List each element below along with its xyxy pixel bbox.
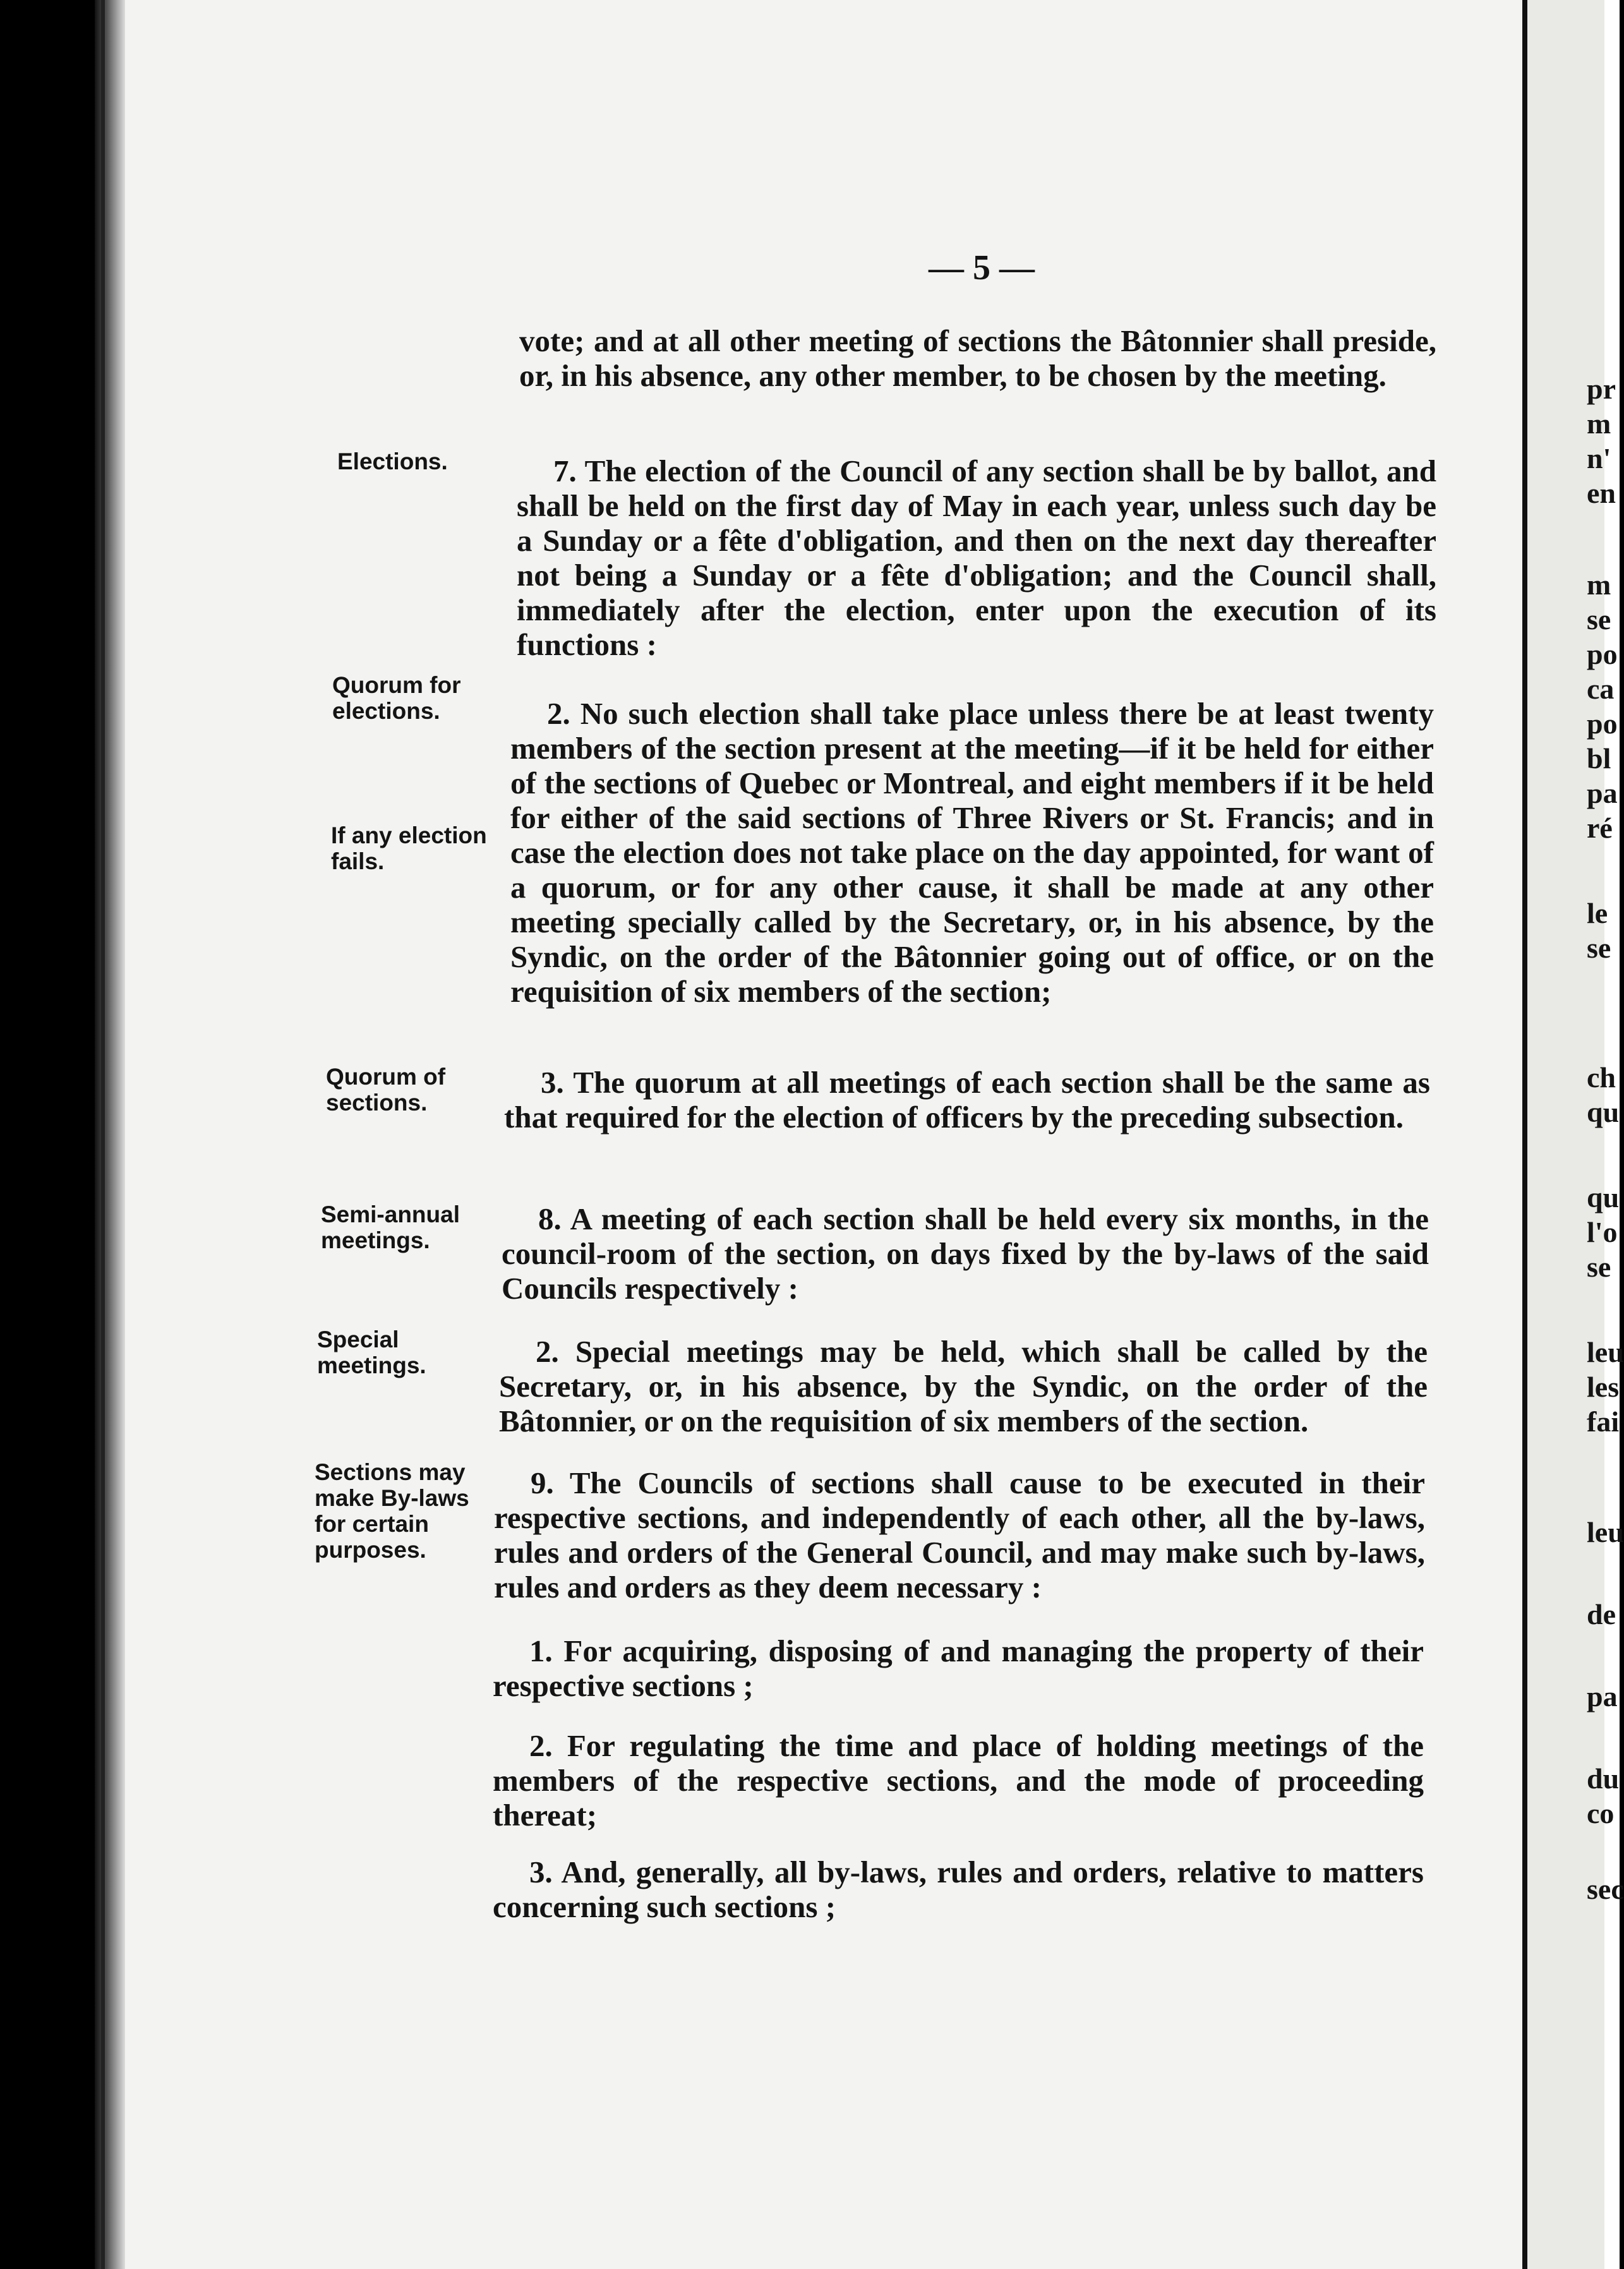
paragraph: 2. No such election shall take place unless there be at least twenty members of the section present at the meeting—if it be held for either of the sections of Quebec or Montreal, and eight members if it be held for either of the said sections of Three Rivers or St. Francis; and in case the election does not take place on the day appointed, for want of a quorum, or for any other cause, it shall be made at any other meeting specially called by the Secretary, or, in his absence, by the Syndic, on the order of the Bâtonnier going out of office, or on the requisition of six members of the section; bbox=[510, 696, 1434, 1009]
facing-page-fragment: ca bbox=[1587, 673, 1615, 705]
facing-page-fragment: leu bbox=[1587, 1336, 1624, 1368]
facing-page-fragment: m bbox=[1587, 407, 1611, 440]
facing-page-fragment: le bbox=[1587, 897, 1608, 929]
paragraph-continuation bbox=[519, 323, 1436, 393]
facing-page-fragment: qu bbox=[1587, 1181, 1620, 1213]
paragraph-section-7 bbox=[517, 454, 1436, 662]
page-number: — 5 — bbox=[929, 248, 1035, 287]
margin-note-special-meetings: Special meetings. bbox=[317, 1327, 426, 1378]
right-page-border bbox=[1522, 0, 1527, 2269]
paragraph-section-8 bbox=[502, 1201, 1429, 1306]
paragraph: 9. The Councils of sections shall cause to be executed in their respective sections, and independently of each other, all the by-laws, rules and orders of the General Council, and may make such by-laws, rules and orders as they deem necessary : bbox=[494, 1466, 1425, 1604]
facing-page-fragment: se bbox=[1587, 603, 1611, 635]
facing-page-fragment: se bbox=[1587, 1251, 1611, 1283]
paragraph: 2. For regulating the time and place of holding meetings of the members of the respective sections, and the mode of proceeding thereat; bbox=[493, 1728, 1424, 1833]
facing-page-fragment: bl bbox=[1587, 742, 1611, 774]
paragraph-8-2 bbox=[499, 1334, 1428, 1438]
facing-page-fragment: ré bbox=[1587, 812, 1613, 844]
margin-note-quorum-sections: Quorum of sections. bbox=[326, 1064, 446, 1116]
scan-right-margin bbox=[1604, 0, 1620, 2269]
facing-page-fragment: qu bbox=[1587, 1096, 1620, 1128]
margin-note-by-laws: Sections may make By-laws for certain purposes. bbox=[315, 1459, 469, 1563]
paragraph: 7. The election of the Council of any section shall be by ballot, and shall be held on the first day of May in each year, unless such day be a Sunday or a fête d'obligation, and then on the next day thereafter not being a Sunday or a fête d'obligation; and the Council shall, immediately after the election, enter upon the execution of its functions : bbox=[517, 454, 1436, 662]
paragraph-7-3 bbox=[504, 1065, 1430, 1134]
paragraph: 3. And, generally, all by-laws, rules and orders, relative to matters concerning such sections ; bbox=[493, 1855, 1424, 1924]
facing-page-fragment: m bbox=[1587, 569, 1611, 601]
facing-page-fragment: leu bbox=[1587, 1516, 1624, 1548]
facing-page-fragment: ch bbox=[1587, 1061, 1616, 1093]
facing-page-fragment: n' bbox=[1587, 442, 1611, 474]
paragraph: 3. The quorum at all meetings of each section shall be the same as that required for the election of officers by the preceding subsection. bbox=[504, 1065, 1430, 1134]
facing-page-fragment: du bbox=[1587, 1762, 1620, 1795]
facing-page-fragment: les bbox=[1587, 1371, 1620, 1403]
facing-page-fragment: se bbox=[1587, 932, 1611, 964]
paragraph: 2. Special meetings may be held, which shall be called by the Secretary, or, in his absence, by the Syndic, on the order of the Bâtonnier, or on the requisition of six members of the section. bbox=[499, 1334, 1428, 1438]
paragraph: 1. For acquiring, disposing of and managing the property of their respective sections ; bbox=[493, 1634, 1424, 1703]
paragraph-9-1 bbox=[493, 1634, 1424, 1703]
margin-note-quorum-elections: Quorum for elections. bbox=[332, 672, 461, 724]
margin-note-elections: Elections. bbox=[337, 448, 448, 474]
facing-page-fragment: co bbox=[1587, 1797, 1615, 1829]
paragraph: vote; and at all other meeting of sections the Bâtonnier shall preside, or, in his absence, any other member, to be chosen by the meeting. bbox=[519, 323, 1436, 393]
paragraph: 8. A meeting of each section shall be held every six months, in the council-room of the section, on days fixed by the by-laws of the said Councils respectively : bbox=[502, 1201, 1429, 1306]
facing-page-fragment: fai bbox=[1587, 1405, 1620, 1438]
facing-page-fragment: pa bbox=[1587, 777, 1618, 809]
paragraph-9-2 bbox=[493, 1728, 1424, 1833]
paragraph-9-3 bbox=[493, 1855, 1424, 1924]
paragraph-section-9 bbox=[494, 1466, 1425, 1604]
facing-page-fragment: pa bbox=[1587, 1680, 1618, 1712]
facing-page-fragment: l'o bbox=[1587, 1216, 1618, 1248]
facing-page-fragment: po bbox=[1587, 638, 1618, 670]
facing-page-fragment: de bbox=[1587, 1598, 1616, 1630]
facing-page-fragment: sec bbox=[1587, 1873, 1624, 1905]
paragraph-7-2 bbox=[510, 696, 1434, 1009]
facing-page-fragment: po bbox=[1587, 707, 1618, 740]
margin-note-election-fails: If any election fails. bbox=[331, 822, 487, 874]
facing-page-fragment: pr bbox=[1587, 373, 1616, 405]
margin-note-semi-annual: Semi-annual meetings. bbox=[321, 1201, 460, 1253]
facing-page-fragment: en bbox=[1587, 477, 1616, 509]
book-gutter-edge bbox=[95, 0, 125, 2269]
left-page-border bbox=[101, 0, 105, 2269]
